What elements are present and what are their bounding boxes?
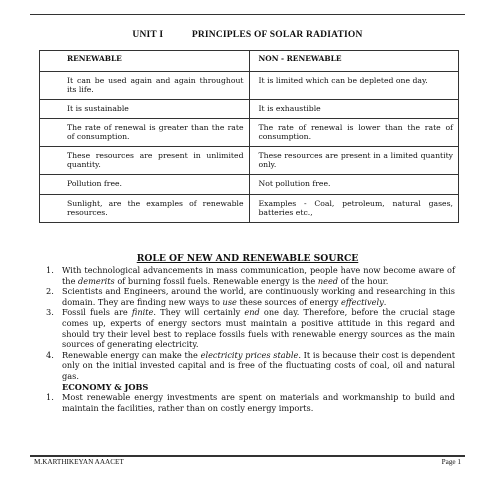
list-item	[43, 286, 455, 307]
table-cell: It can be used again and again throughout its life.	[40, 72, 250, 100]
page-header	[0, 30, 495, 40]
list-item	[43, 392, 455, 413]
page-title: PRINCIPLES OF SOLAR RADIATION	[191, 30, 363, 40]
list-number: 3.	[46, 307, 54, 318]
section-title: ROLE OF NEW AND RENEWABLE SOURCE	[136, 253, 359, 264]
text-run: . They will certainly	[153, 307, 245, 318]
emphasis-text: demerits	[78, 275, 115, 286]
emphasis-text: finite	[131, 307, 154, 318]
footer-rule	[30, 455, 465, 457]
header-renewable: RENEWABLE	[40, 51, 250, 72]
text-run: Most renewable energy investments are spent on materials and workmanship to build and maintain the facilities, rather than on costly energy imports.	[62, 392, 455, 413]
list-item	[43, 265, 455, 286]
unit-label: UNIT I	[132, 30, 164, 40]
table-cell: The rate of renewal is greater than the rate of consumption.	[40, 119, 250, 147]
table-row	[40, 147, 459, 175]
table-cell: It is limited which can be depleted one day.	[249, 72, 459, 100]
page-number: Page 1	[441, 458, 461, 466]
list-number: 2.	[46, 286, 54, 297]
header-non-renewable: NON - RENEWABLE	[249, 51, 459, 72]
table-cell: It is sustainable	[40, 100, 250, 119]
list-number: 4.	[46, 349, 54, 360]
table-cell: Examples - Coal, petroleum, natural gases, batteries etc.,	[249, 195, 459, 223]
table-cell: Sunlight, are the examples of renewable resources.	[40, 195, 250, 223]
text-run: of the hour.	[338, 275, 389, 286]
text-run: With technological advancements in mass communication, people have now become aware of the	[62, 265, 455, 286]
text-run: one day. Therefore, before the crucial stage comes up, experts of energy sectors must maintain a positive attitude in this regard and should try their level best to replace fossils fuels with renewable energy sources as the main sources of generating electricity.	[62, 307, 455, 350]
table-row	[40, 72, 459, 100]
emphasis-text: need	[317, 275, 339, 286]
emphasis-text: end	[244, 307, 260, 318]
list-item	[43, 307, 455, 349]
table-row	[40, 119, 459, 147]
text-run: . It is because their cost is dependent only on the initial invested capital and is free of the fluctuating costs of coal, oil and natural gas.	[62, 349, 455, 381]
list-number: 1.	[46, 392, 54, 403]
text-run: of burning fossil fuels. Renewable energy is the	[114, 275, 318, 286]
text-run: these sources of energy	[236, 296, 341, 307]
table-row	[40, 195, 459, 223]
subheading-economy-jobs: ECONOMY & JOBS	[62, 381, 149, 392]
text-run: .	[383, 296, 387, 307]
text-run: Scientists and Engineers, around the world, are continuously working and researching in this domain. They are finding new ways to	[62, 286, 455, 307]
table-cell: It is exhaustible	[249, 100, 459, 119]
table-header-row	[40, 51, 459, 72]
table-cell: Pollution free.	[40, 175, 250, 195]
emphasis-text: use	[222, 296, 237, 307]
footer-author: M.KARTHIKEYAN AAACET	[34, 458, 124, 466]
table-cell: These resources are present in a limited quantity only.	[249, 147, 459, 175]
emphasis-text: electricity prices stable	[200, 349, 299, 360]
text-run: Renewable energy can make the	[62, 349, 201, 360]
role-list	[43, 265, 455, 413]
table-cell: Not pollution free.	[249, 175, 459, 195]
top-rule	[30, 14, 465, 15]
list-number: 1.	[46, 265, 54, 275]
table-cell: The rate of renewal is lower than the rate of consumption.	[249, 119, 459, 147]
text-run: Fossil fuels are	[62, 307, 132, 318]
list-item	[43, 350, 455, 382]
emphasis-text: effectively	[341, 296, 384, 307]
comparison-table	[39, 50, 459, 223]
table-row	[40, 175, 459, 195]
table-row	[40, 100, 459, 119]
table-cell: These resources are present in unlimited quantity.	[40, 147, 250, 175]
